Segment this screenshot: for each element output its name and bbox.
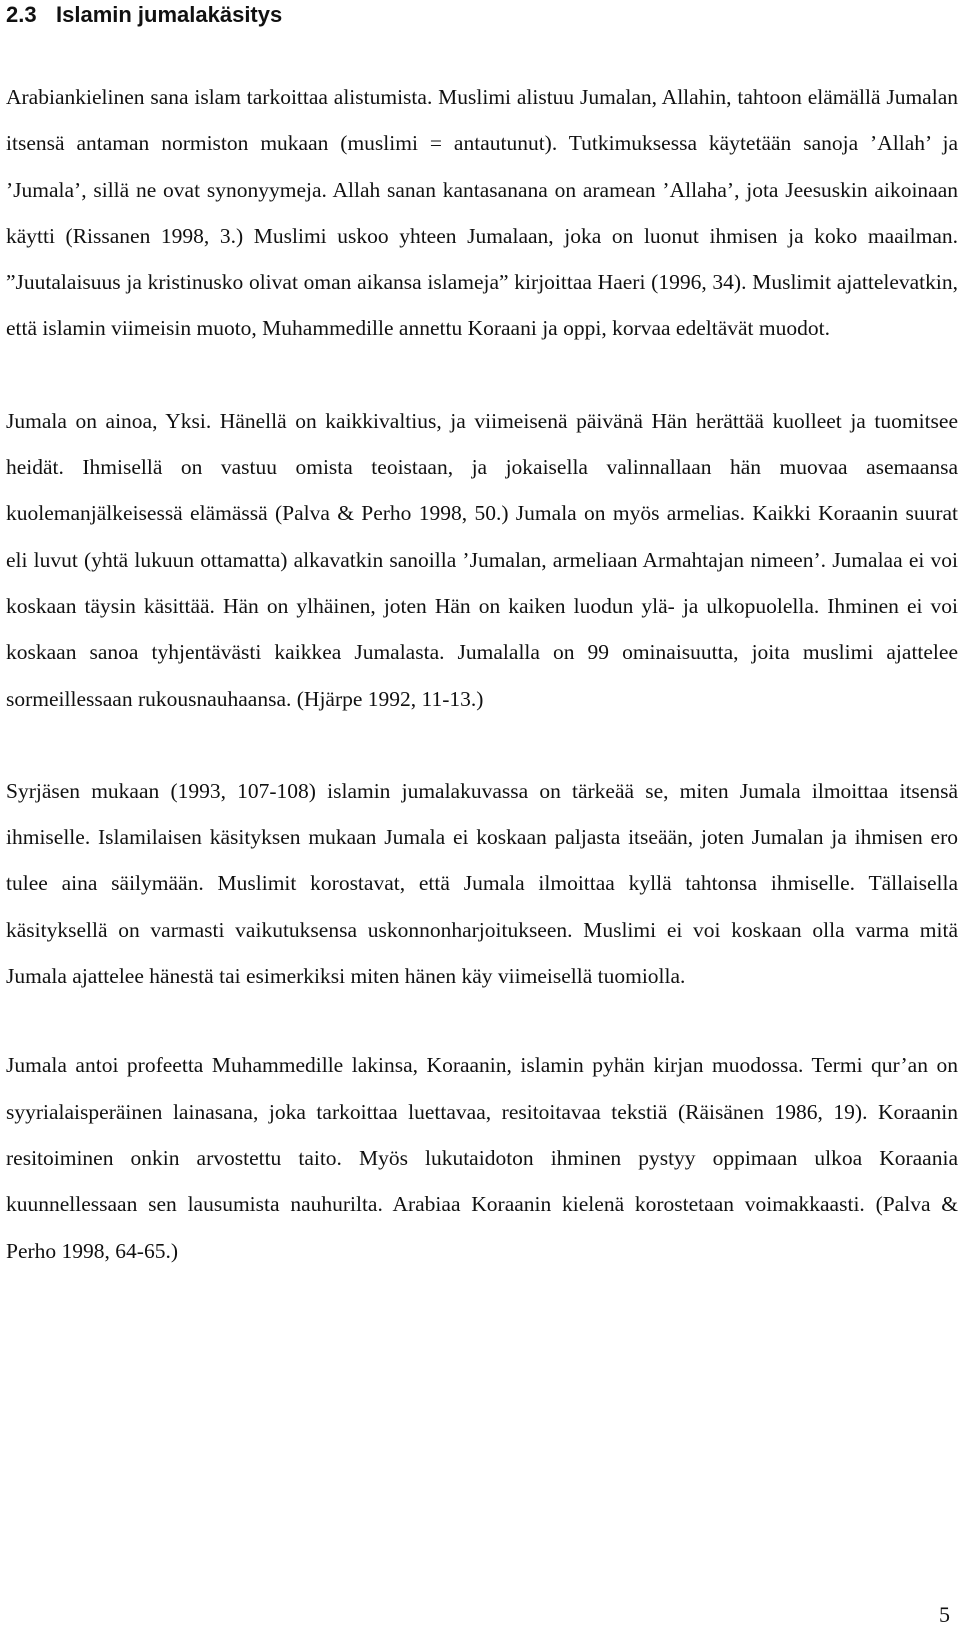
document-page bbox=[6, 0, 958, 1274]
paragraph-1: Arabiankielinen sana islam tarkoittaa alistumista. Muslimi alistuu Jumalan, Allahin, tahtoon elämällä Jumalan itsensä antaman normiston mukaan (muslimi = antautunut). Tutkimuksessa käytetään sanoja ’Allah’ ja ’Jumala’, sillä ne ovat synonyymeja. Allah sanan kantasanana on aramean ’Allaha’, jota Jeesuskin aikoinaan käytti (Rissanen 1998, 3.) Muslimi uskoo yhteen Jumalaan, joka on luonut ihmisen ja koko maailman. ”Juutalaisuus ja kristinusko olivat oman aikansa islameja” kirjoittaa Haeri (1996, 34). Muslimit ajattelevatkin, että islamin viimeisin muoto, Muhammedille annettu Koraani ja oppi, korvaa edeltävät muodot. bbox=[6, 85, 958, 341]
section-number: 2.3 bbox=[6, 2, 37, 27]
paragraph-2: Jumala on ainoa, Yksi. Hänellä on kaikkivaltius, ja viimeisenä päivänä Hän herättää kuolleet ja tuomitsee heidät. Ihmisellä on vastuu omista teoistaan, ja jokaisella valinnallaan hän muovaa asemaansa kuolemanjälkeisessä elämässä (Palva & Perho 1998, 50.) Jumala on myös armelias. Kaikki Koraanin suurat eli luvut (yhtä lukuun ottamatta) alkavatkin sanoilla ’Jumalan, armeliaan Armahtajan nimeen’. Jumalaa ei voi koskaan täysin käsittää. Hän on ylhäinen, joten Hän on kaiken luodun ylä- ja ulkopuolella. Ihminen ei voi koskaan sanoa tyhjentävästi kaikkea Jumalasta. Jumalalla on 99 ominaisuutta, joita muslimi ajattelee sormeillessaan rukousnauhaansa. (Hjärpe 1992, 11-13.) bbox=[6, 408, 958, 711]
section-title: Islamin jumalakäsitys bbox=[56, 2, 283, 27]
section-heading bbox=[6, 0, 958, 28]
paragraph-3: Syrjäsen mukaan (1993, 107-108) islamin jumalakuvassa on tärkeää se, miten Jumala ilmoittaa itsensä ihmiselle. Islamilaisen käsityksen mukaan Jumala ei koskaan paljasta itseään, joten Jumalan ja ihmisen ero tulee aina säilymään. Muslimit korostavat, että Jumala ilmoittaa kyllä tahtonsa ihmiselle. Tällaisella käsityksellä on varmasti vaikutuksensa uskonnonharjoitukseen. Muslimi ei voi koskaan olla varma mitä Jumala ajattelee hänestä tai esimerkiksi miten hänen käy viimeisellä tuomiolla. bbox=[6, 778, 958, 989]
page-number: 5 bbox=[939, 1602, 950, 1627]
paragraph-4: Jumala antoi profeetta Muhammedille lakinsa, Koraanin, islamin pyhän kirjan muodossa. Termi qur’an on syyrialaisperäinen lainasana, joka tarkoittaa luettavaa, resitoitavaa tekstiä (Räisänen 1986, 19). Koraanin resitoiminen onkin arvostettu taito. Myös lukutaidoton ihminen pystyy oppimaan ulkoa Koraania kuunnellessaan sen lausumista nauhurilta. Arabiaa Koraanin kielenä korostetaan voimakkaasti. (Palva & Perho 1998, 64-65.) bbox=[6, 1053, 958, 1263]
